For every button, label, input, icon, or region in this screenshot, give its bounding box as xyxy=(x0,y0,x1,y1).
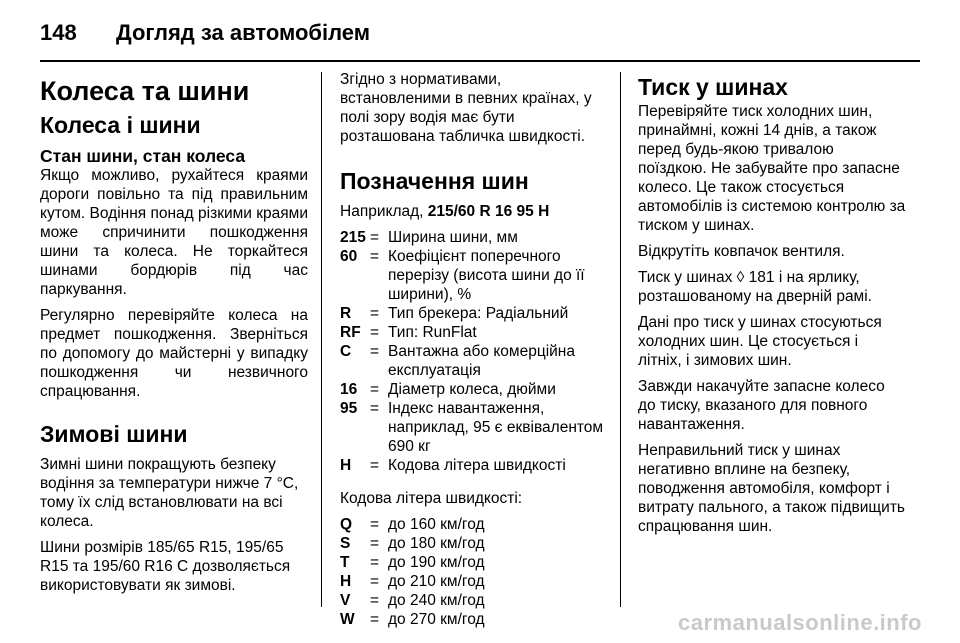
code-key: R xyxy=(340,305,352,322)
paragraph: Якщо можливо, рухайтеся краями дороги повільно та під правильним кутом. Водіння понад різкими краями може спричинити пошкодження шини та колеса. Не торкайтеся шинами бордюрів під час паркування. xyxy=(40,167,308,298)
paragraph: Завжди накачуйте запасне колесо до тиску, вказаного для повного навантаження. xyxy=(638,378,885,433)
paragraph: Шини розмірів 185/65 R15, 195/65 R15 та 195/60 R16 C дозволяється використовувати як зимові. xyxy=(40,539,291,594)
topic-title: Стан шини, стан колеса xyxy=(40,146,246,166)
equals-sign: = xyxy=(370,229,380,246)
equals-sign: = xyxy=(370,516,380,533)
code-value: до 270 км/год xyxy=(388,611,485,628)
reference-icon: ◊ xyxy=(736,269,745,286)
column-3 xyxy=(638,70,906,543)
subsection-title: Колеса і шини xyxy=(40,112,201,138)
code-key: 60 xyxy=(340,248,358,265)
code-value: до 180 км/год xyxy=(388,535,485,552)
code-value: до 160 км/год xyxy=(388,516,485,533)
equals-sign: = xyxy=(370,457,380,474)
definition-row xyxy=(340,515,608,534)
section-title: Колеса та шини xyxy=(40,76,250,106)
paragraph: Відкрутіть ковпачок вентиля. xyxy=(638,243,845,260)
equals-sign: = xyxy=(370,554,380,571)
equals-sign: = xyxy=(370,400,380,417)
definition-row xyxy=(340,399,608,456)
definition-row xyxy=(340,228,608,247)
equals-sign: = xyxy=(370,573,380,590)
paragraph: Перевіряйте тиск холодних шин, принаймні, кожні 14 днів, а також перед будь-якою тривалою поїздкою. Не забувайте про запасне колесо. Це також стосується автомобілів із системою контролю за тиском у шинах. xyxy=(638,103,906,234)
definition-row xyxy=(340,247,608,304)
subsection-title-marking: Позначення шин xyxy=(340,168,529,194)
code-key: T xyxy=(340,554,350,571)
code-value: Коефіцієнт поперечного перерізу (висота шини до її ширини), % xyxy=(388,248,585,303)
column-1 xyxy=(40,70,308,602)
code-key: H xyxy=(340,457,352,474)
code-value: до 190 км/год xyxy=(388,554,485,571)
example-code: 215/60 R 16 95 H xyxy=(427,203,550,220)
code-value: Тип: RunFlat xyxy=(388,324,477,341)
column-divider-1 xyxy=(321,72,322,607)
paragraph: Згідно з нормативами, встановленими в певних країнах, у полі зору водія має бути розташована табличка швидкості. xyxy=(340,71,592,145)
column-2 xyxy=(340,70,608,643)
paragraph xyxy=(638,268,906,306)
speed-label: Кодова літера швидкості: xyxy=(340,490,523,507)
equals-sign: = xyxy=(370,343,380,360)
paragraph: Дані про тиск у шинах стосуються холодних шин. Це стосується і літніх, і зимових шин. xyxy=(638,314,882,369)
definition-row xyxy=(340,553,608,572)
equals-sign: = xyxy=(370,324,380,341)
equals-sign: = xyxy=(370,592,380,609)
code-key: C xyxy=(340,343,352,360)
paragraph: Зимні шини покращують безпеку водіння за температури нижче 7 °C, тому їх слід встановлювати на всі колеса. xyxy=(40,456,299,530)
equals-sign: = xyxy=(370,305,380,322)
definition-row xyxy=(340,304,608,323)
code-value: до 210 км/год xyxy=(388,573,485,590)
code-value: Кодова літера швидкості xyxy=(388,457,566,474)
code-value: Ширина шини, мм xyxy=(388,229,518,246)
subsection-title-pressure: Тиск у шинах xyxy=(638,74,788,100)
example-line xyxy=(340,202,608,221)
code-value: Вантажна або комерційна експлуатація xyxy=(388,343,575,379)
column-divider-2 xyxy=(620,72,621,607)
equals-sign: = xyxy=(370,611,380,628)
definition-row xyxy=(340,323,608,342)
text: 181 і на ярлику, розташованому на дверній рамі. xyxy=(638,269,872,305)
example-label: Наприклад, xyxy=(340,203,428,220)
code-key: W xyxy=(340,611,355,628)
code-value: Тип брекера: Радіальний xyxy=(388,305,569,322)
code-key: RF xyxy=(340,324,361,341)
tyre-code-list xyxy=(340,228,608,475)
page-header xyxy=(40,20,370,50)
code-key: Q xyxy=(340,516,353,533)
definition-row xyxy=(340,456,608,475)
definition-row xyxy=(340,610,608,629)
code-key: H xyxy=(340,573,352,590)
equals-sign: = xyxy=(370,535,380,552)
code-key: 16 xyxy=(340,381,358,398)
code-key: S xyxy=(340,535,351,552)
code-value: Індекс навантаження, наприклад, 95 є еквівалентом 690 кг xyxy=(388,400,604,455)
definition-row xyxy=(340,342,608,380)
subsection-title-winter: Зимові шини xyxy=(40,421,188,447)
definition-row xyxy=(340,380,608,399)
speed-code-list xyxy=(340,515,608,629)
code-key: 95 xyxy=(340,400,358,417)
code-value: до 240 км/год xyxy=(388,592,485,609)
chapter-title: Догляд за автомобілем xyxy=(116,20,371,45)
header-rule xyxy=(40,60,920,62)
definition-row xyxy=(340,534,608,553)
code-key: 215 xyxy=(340,229,366,246)
watermark: carmanualsonline.info xyxy=(678,610,922,635)
equals-sign: = xyxy=(370,248,380,265)
page-number: 148 xyxy=(40,20,77,45)
definition-row xyxy=(340,572,608,591)
equals-sign: = xyxy=(370,381,380,398)
definition-row xyxy=(340,591,608,610)
text: Тиск у шинах xyxy=(638,269,737,286)
code-value: Діаметр колеса, дюйми xyxy=(388,381,556,398)
paragraph: Неправильний тиск у шинах негативно вплине на безпеку, поводження автомобіля, комфорт і витрату пального, а також підвищить спрацювання шин. xyxy=(638,442,905,535)
code-key: V xyxy=(340,592,351,609)
paragraph: Регулярно перевіряйте колеса на предмет пошкодження. Зверніться по допомогу до майстерні у випадку пошкодження чи незвичного спрацювання. xyxy=(40,307,308,400)
